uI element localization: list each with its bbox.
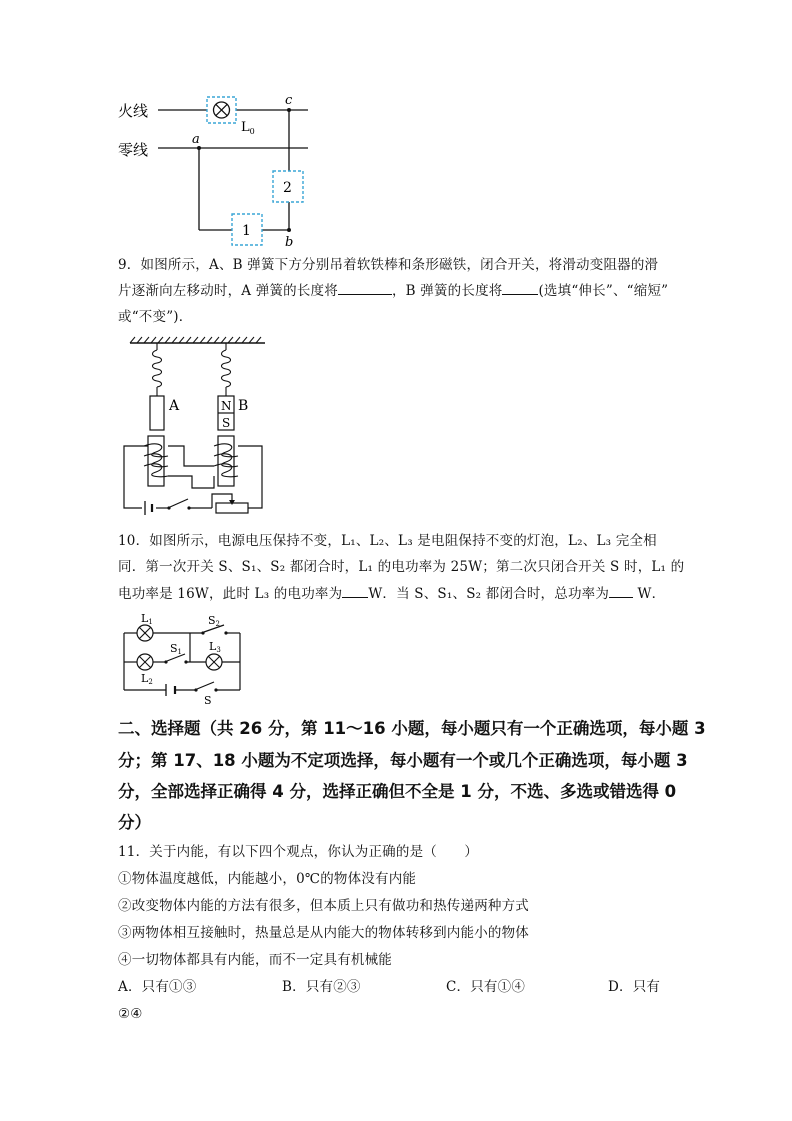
switch-s1-label: S1 [170,642,183,656]
q10-blank-b [609,583,633,598]
switch-icon [170,499,188,507]
lamp-l3-label: L3 [209,640,221,654]
spring-a [153,343,162,396]
q11-option-d: D．只有 [608,979,661,995]
spring-b [222,343,231,396]
box-1-label: 1 [242,223,251,239]
q11-option-a: A．只有①③ [118,979,197,995]
lamp-l2-label: L2 [141,672,153,686]
point-c-label: c [285,93,293,108]
lamp-label: $L_0$ [241,120,255,136]
point-a-label: a [192,132,200,147]
lamp-circuit-diagram [115,608,250,707]
spring-a-label: A [169,398,180,414]
q11-item-2: ②改变物体内能的方法有很多，但本质上只有做功和热传递两种方式 [118,898,529,914]
q11-item-3: ③两物体相互接触时，热量总是从内能大的物体转移到内能小的物体 [118,925,529,941]
household-circuit-diagram [110,88,330,253]
spring-b-label: B [238,398,249,414]
switch-s1-icon [167,654,185,661]
soft-iron-rod [150,396,164,430]
lamp-l1-label: L1 [141,612,153,626]
neutral-wire-label: 零线 [118,141,149,159]
q11-option-b: B．只有②③ [282,979,361,995]
section-2-line-1: 二、选择题（共 26 分，第 11～16 小题，每小题只有一个正确选项，每小题 3 [118,719,706,738]
section-2-line-4: 分） [118,813,151,832]
pole-s-label: S [222,416,231,430]
switch-s2-label: S2 [208,614,221,628]
q10-line-2: 同．第一次开关 S、S₁、S₂ 都闭合时，L₁ 的电功率为 25W；第二次只闭合开关 S 时，L₁ 的 [118,559,685,575]
q10-blank-a [342,583,368,598]
q10-line-3: 电功率是 16W，此时 L₃ 的电功率为 W．当 S、S₁、S₂ 都闭合时，总功率为 W． [118,581,665,607]
q9-line-3: 或“不变”)． [118,309,193,325]
q9-line-2: 片逐渐向左移动时，A 弹簧的长度将 ，B 弹簧的长度将 (选填“伸长”、“缩短” [118,278,668,304]
switch-s-label: S [204,694,212,707]
q11-stem: 11．关于内能，有以下四个观点，你认为正确的是（ ） [118,844,479,860]
box-2-label: 2 [283,180,292,196]
pole-n-label: N [221,399,232,413]
q11-item-1: ①物体温度越低，内能越小，0℃的物体没有内能 [118,871,417,887]
spring-electromagnet-diagram [115,335,275,520]
q10-line-1: 10．如图所示，电源电压保持不变，L₁、L₂、L₃ 是电阻保持不变的灯泡，L₂、L₃ 完全相 [118,533,657,549]
q11-item-4: ④一切物体都具有内能，而不一定具有机械能 [118,952,392,968]
q11-option-c: C．只有①④ [446,979,526,995]
q9-blank-a [338,280,392,295]
section-2-line-3: 分，全部选择正确得 4 分，选择正确但不全是 1 分，不选、多选或错选得 0 [118,782,677,801]
switch-s-icon [197,682,214,689]
live-wire-label: 火线 [118,102,149,120]
q9-line-1: 9．如图所示，A、B 弹簧下方分别吊着软铁棒和条形磁铁，闭合开关，将滑动变阻器的滑 [118,257,659,273]
point-b-label: b [285,235,294,250]
section-2-line-2: 分；第 17、18 小题为不定项选择，每小题有一个或几个正确选项，每小题 3 [118,751,688,770]
q11-option-d-cont: ②④ [118,1006,143,1022]
q9-blank-b [502,280,538,295]
